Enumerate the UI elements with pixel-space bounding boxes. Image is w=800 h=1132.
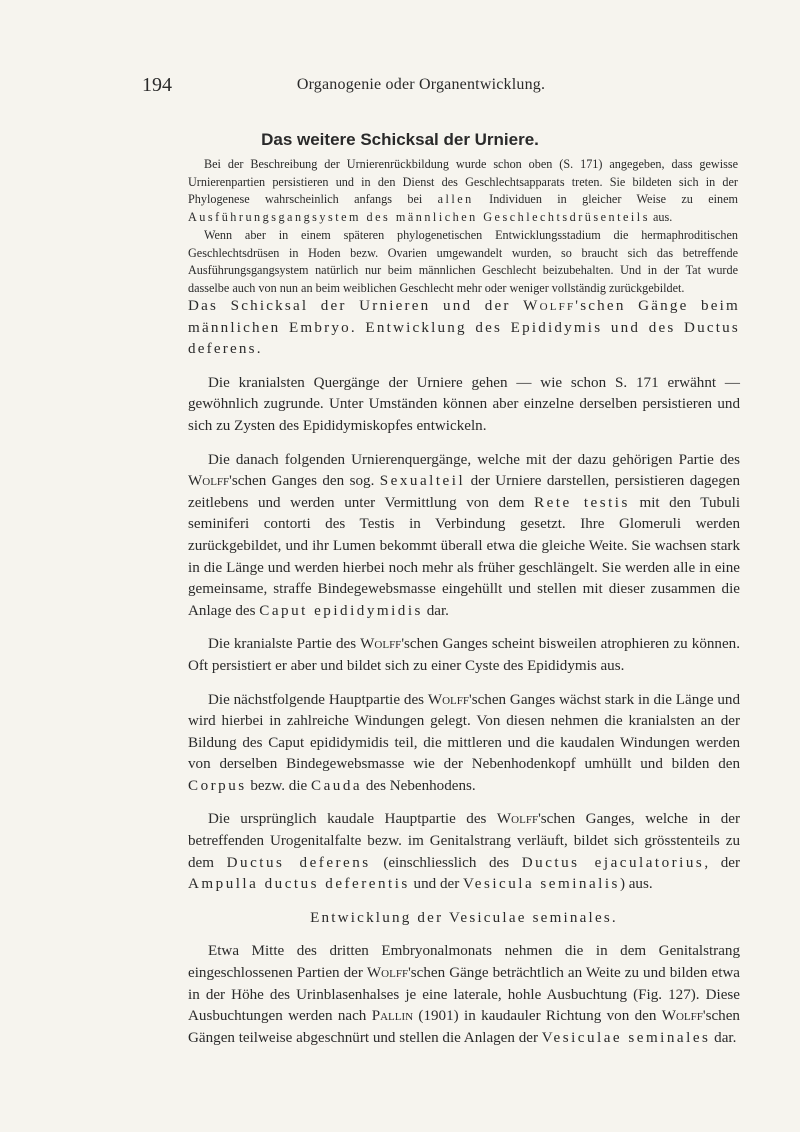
paragraph-quergaenge: Die kranialsten Quergänge der Urniere gehen — wie schon S. 171 erwähnt — gewöhnlich zugrunde. Unter Umständen können aber einzelne derselben persistieren und sich zu Zysten des Epididymiskopfes entwickeln.	[188, 374, 740, 434]
paragraph-sexualteil: Die danach folgenden Urnierenquergänge, welche mit der dazu gehörigen Partie des Wolff'schen Ganges den sog. Sexualteil der Urniere darstellen, persistieren dagegen zeitlebens und werden unter Vermittlung von dem Rete testis mit den Tubuli seminiferi contorti des Testis in Verbindung gesetzt. Ihre Glomeruli werden zurückgebildet, und ihr Lumen bekommt überall etwa die gleiche Weite. Sie wachsen stark in die Länge und werden hierbei noch mehr als früher geschlängelt. Sie werden alle in eine gemeinsame, straffe Bindegewebsmasse eingehüllt und stellen mit dieser zusammen die Anlage des Caput epididymidis dar.	[188, 451, 741, 619]
subheading-vesiculae: Entwicklung der Vesiculae seminales.	[310, 909, 618, 926]
intro-paragraph-2: Wenn aber in einem späteren phylogenetischen Entwicklungsstadium die hermaphroditischen Geschlechtsdrüsen in Hoden bezw. Ovarien umgewandelt wurden, so braucht sich das betreffende Ausführungsgangsystem natürlich nur beim männlichen Geschlecht beizubehalten. Und in der Tat wurde dasselbe auch von nun an beim weiblichen Geschlecht mehr oder weniger vollständig zurückgebildet.	[188, 228, 738, 295]
paragraph-kranialste-partie: Die kranialste Partie des Wolff'schen Ganges scheint bisweilen atrophieren zu können. Oft persistiert er aber und bildet sich zu einer Cyste des Epididymis aus.	[188, 636, 740, 674]
paragraph-ductus-deferens: Die ursprünglich kaudale Hauptpartie des Wolff'schen Ganges, welche in der betreffenden Urogenitalfalte bezw. im Genitalstrang verläuft, bildet sich grösstenteils zu dem Ductus deferens (einschliesslich des Ductus ejaculatorius, der Ampulla ductus deferentis und der Vesicula seminalis) aus.	[188, 811, 741, 893]
intro-paragraph-1: Bei der Beschreibung der Urnierenrückbildung wurde schon oben (S. 171) angegeben, dass gewisse Urnierenpartien persistieren und in den Dienst des Geschlechtsapparats treten. Sie bildeten sich in der Phylogenese wahrscheinlich anfangs bei allen Individuen in gleicher Weise zu einem Ausführungsgangsystem des männlichen Geschlechtsdrüsenteils aus.	[188, 157, 738, 224]
paragraph-vesiculae: Etwa Mitte des dritten Embryonalmonats nehmen die in dem Genitalstrang eingeschlossenen Partien der Wolff'schen Gänge beträchtlich an Weite zu und bilden etwa in der Höhe des Urinblasenhalses je eine laterale, hohle Ausbuchtung (Fig. 127). Diese Ausbuchtungen werden nach Pallin (1901) in kaudauler Richtung von den Wolff'schen Gängen teilweise abgeschnürt und stellen die Anlagen der Vesiculae seminales dar.	[188, 943, 740, 1046]
paragraph-hauptpartie: Die nächstfolgende Hauptpartie des Wolff'schen Ganges wächst stark in die Länge und wird hierbei in zahlreiche Windungen gelegt. Von diesen nehmen die kranialsten an der Bildung des Caput epididymidis teil, die mittleren und die kaudalen Windungen werden von derselben Bindegewebsmasse wie der Nebenhodenkopf umhüllt und bilden den Corpus bezw. die Cauda des Nebenhodens.	[188, 691, 740, 794]
main-text	[188, 296, 740, 1049]
page-number: 194	[142, 74, 172, 96]
subheading-maennlicher-embryo: Das Schicksal der Urnieren und der Wolff'schen Gänge beim männlichen Embryo. Entwicklung des Epididymis und des Ductus deferens.	[188, 298, 740, 358]
running-title: Organogenie oder Organentwicklung.	[296, 76, 546, 93]
running-head	[142, 74, 700, 96]
section-title: Das weitere Schicksal der Urniere.	[261, 130, 539, 149]
